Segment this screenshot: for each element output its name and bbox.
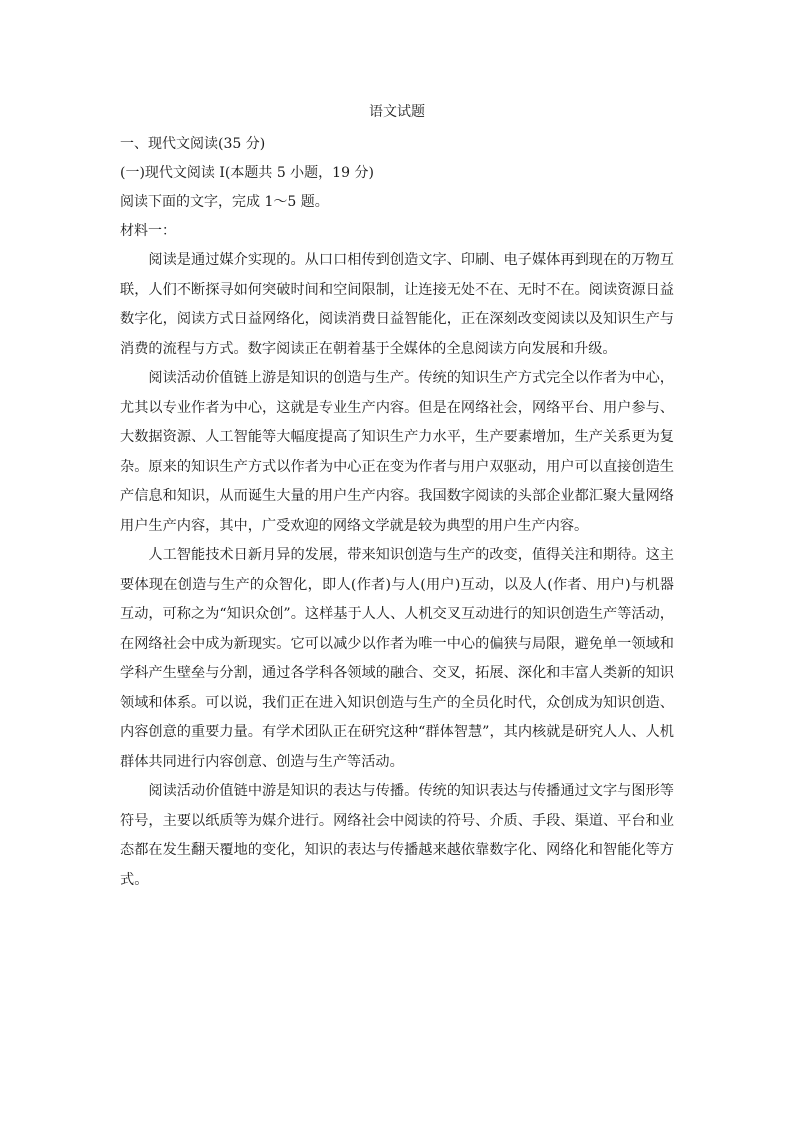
paragraph-1: 阅读是通过媒介实现的。从口口相传到创造文字、印刷、电子媒体再到现在的万物互联，人们不断探寻如何突破时间和空间限制，让连接无处不在、无时不在。阅读资源日益数字化，阅读方式日益网络化，阅读消费日益智能化，正在深刻改变阅读以及知识生产与消费的流程与方式。数字阅读正在朝着基于全媒体的全息阅读方向发展和升级。 [120,252,674,357]
section-heading: 一、现代文阅读(35 分) [120,136,266,152]
material-label: 材料一： [120,223,176,239]
paragraph-3: 人工智能技术日新月异的发展，带来知识创造与生产的改变，值得关注和期待。这主要体现在创造与生产的众智化，即人(作者)与人(用户)互动，以及人(作者、用户)与机器互动，可称之为“知识众创”。这样基于人人、人机交叉互动进行的知识创造生产等活动，在网络社会中成为新现实。它可以减少以作者为唯一中心的偏狭与局限，避免单一领域和学科产生壁垒与分割，通过各学科各领域的融合、交叉，拓展、深化和丰富人类新的知识领域和体系。可以说，我们正在进入知识创造与生产的全员化时代，众创成为知识创造、内容创意的重要力量。有学术团队正在研究这种“群体智慧”，其内核就是研究人人、人机群体共同进行内容创意、创造与生产等活动。 [120,547,674,770]
subsection-heading: (一)现代文阅读 I(本题共 5 小题，19 分) [120,165,374,181]
paragraph-2: 阅读活动价值链上游是知识的创造与生产。传统的知识生产方式完全以作者为中心，尤其以专业作者为中心，这就是专业生产内容。但是在网络社会，网络平台、用户参与、大数据资源、人工智能等大幅度提高了知识生产力水平，生产要素增加，生产关系更为复杂。原来的知识生产方式以作者为中心正在变为作者与用户双驱动，用户可以直接创造生产信息和知识，从而诞生大量的用户生产内容。我国数字阅读的头部企业都汇聚大量网络用户生产内容，其中，广受欢迎的网络文学就是较为典型的用户生产内容。 [120,370,674,534]
paragraph-4: 阅读活动价值链中游是知识的表达与传播。传统的知识表达与传播通过文字与图形等符号，主要以纸质等为媒介进行。网络社会中阅读的符号、介质、手段、渠道、平台和业态都在发生翻天覆地的变化，知识的表达与传播越来越依靠数字化、网络化和智能化等方式。 [120,783,674,888]
page-title: 语文试题 [369,104,425,120]
reading-instruction: 阅读下面的文字，完成 1～5 题。 [120,194,329,210]
